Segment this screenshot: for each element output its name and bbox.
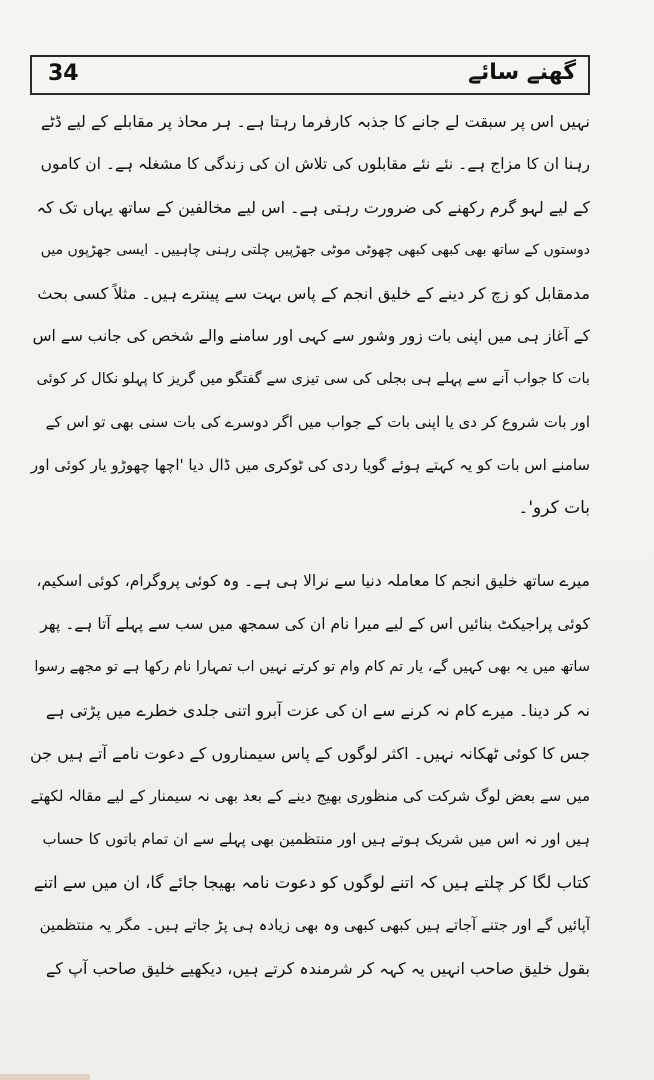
text-line: کوئی پراجیکٹ بنائیں اس کے لیے میرا نام ان کی سمجھ میں سب سے پہلے آتا ہے۔ پھر xyxy=(40,615,590,633)
text-line: جس کا کوئی ٹھکانہ نہیں۔ اکثر لوگوں کے پاس سیمناروں کے دعوت نامے آتے ہیں جن xyxy=(30,744,590,763)
text-line: میں سے بعض لوگ شرکت کی منظوری بھیج دینے کے بعد بھی نہ سیمنار کے لیے مقالہ لکھتے xyxy=(30,787,590,805)
text-line: ساتھ میں یہ بھی کہیں گے، یار تم کام وام تو کرتے نہیں اب تمہارا نام رکھا ہے تو مجھے رسوا xyxy=(34,659,590,675)
text-line: آپائیں گے اور جتنے آجاتے ہیں کبھی کبھی وہ بھی زیادہ ہی پڑ جاتے ہیں۔ مگر یہ منتظمین xyxy=(39,916,590,934)
text-line: اور بات شروع کر دی یا اپنی بات کے جواب میں اگر دوسرے کی بات سنی بھی تو اس کے xyxy=(45,413,590,431)
text-line: بات کرو'۔ xyxy=(518,498,590,518)
text-line: میرے ساتھ خلیق انجم کا معاملہ دنیا سے نرالا ہی ہے۔ وہ کوئی پروگرام، کوئی اسکیم، xyxy=(36,572,590,590)
text-line: ہیں اور نہ اس میں شریک ہوتے ہیں اور منتظمین بھی پہلے سے ان تمام باتوں کا حساب xyxy=(42,830,590,848)
text-line: بقول خلیق صاحب انہیں یہ کہہ کر شرمندہ کرتے ہیں، دیکھیے خلیق صاحب آپ کے xyxy=(45,959,590,978)
text-line: بات کا جواب آنے سے پہلے ہی بجلی کی سی تیزی سے گفتگو میں گریز کا پہلو نکال کر کوئی xyxy=(36,371,590,387)
text-line: دوستوں کے ساتھ بھی کبھی کبھی چھوٹی موٹی جھڑپیں چلتی رہنی چاہییں۔ ایسی جھڑپوں میں xyxy=(40,242,590,258)
text-line: مدمقابل کو زچ کر دینے کے خلیق انجم کے پاس بہت سے پینترے ہیں۔ مثلاً کسی بحث xyxy=(37,284,590,303)
text-line: کے لیے لہو گرم رکھنے کی ضرورت رہتی ہے۔ اس لیے مخالفین کے ساتھ یہاں تک کہ xyxy=(36,198,590,217)
text-line: کتاب لگا کر چلتے ہیں کہ اتنے لوگوں کو دعوت نامہ بھیجا جائے گا، ان میں سے اتنے xyxy=(33,873,590,892)
scan-edge-mark xyxy=(0,1074,90,1080)
page-number: 34 xyxy=(48,61,79,86)
book-title: گھنے سائے xyxy=(468,60,576,85)
text-line: رہنا ان کا مزاج ہے۔ نئے نئے مقابلوں کی تلاش ان کی زندگی کا مشغلہ ہے۔ ان کاموں xyxy=(40,155,590,173)
text-line: کے آغاز ہی میں اپنی بات زور وشور سے کہی اور سامنے والے شخص کی جانب سے اس xyxy=(32,327,590,345)
text-line: نہ کر دینا۔ میرے کام نہ کرنے سے ان کی عزت آبرو اتنی جلدی خطرے میں پڑتی ہے xyxy=(45,701,590,720)
text-line: سامنے اس بات کو یہ کہتے ہوئے گویا ردی کی ٹوکری میں ڈال دیا 'اچھا چھوڑو یار کوئی اور xyxy=(30,456,590,474)
paragraph-2 xyxy=(30,560,590,990)
text-line: نہیں اس پر سبقت لے جانے کا جذبہ کارفرما رہتا ہے۔ ہر محاذ پر مقابلے کے لیے ڈٹے xyxy=(40,112,590,131)
paragraph-1 xyxy=(30,100,590,530)
